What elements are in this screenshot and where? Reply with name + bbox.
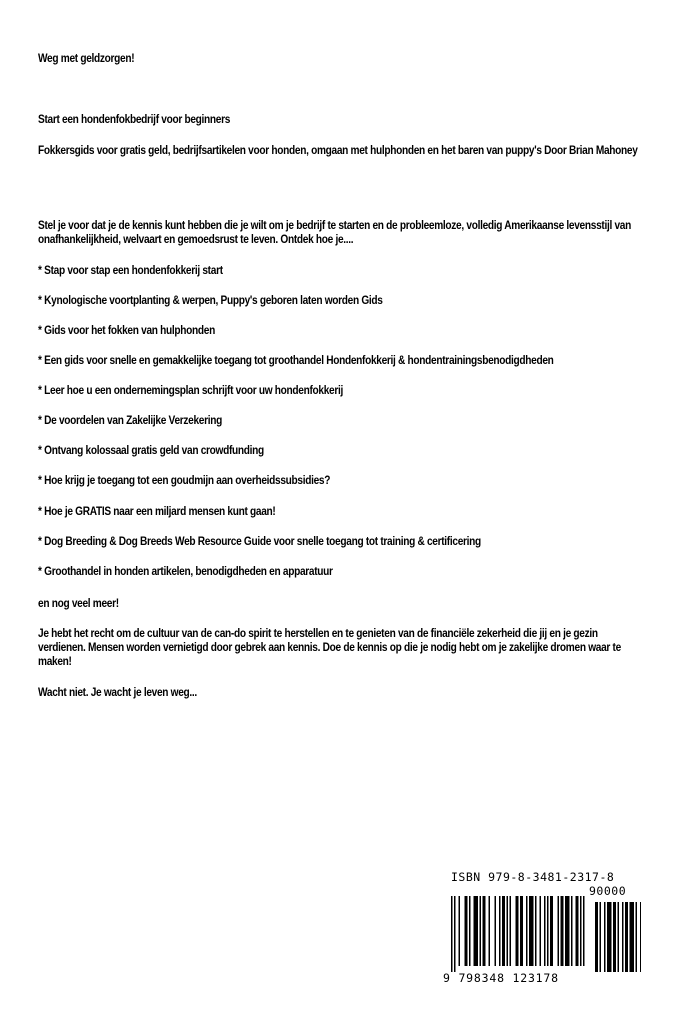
bullet-item: * Ontvang kolossaal gratis geld van crowdfunding <box>38 445 264 457</box>
bullet-item: * Leer hoe u een ondernemingsplan schrijft voor uw hondenfokkerij <box>38 385 344 397</box>
price-addon: 90000 <box>589 884 627 898</box>
isbn-barcode <box>441 870 641 988</box>
closing-paragraph: Je hebt het recht om de cultuur van de can-do spirit te herstellen en te genieten van de financiële zekerheid die jij en je gezin verdienen. Mensen worden vernietigd door gebrek aan kennis. Doe de kennis op die je nodig hebt om je zakelijke dromen waar te maken! <box>38 628 621 668</box>
barcode-bars <box>451 896 641 972</box>
bullet-item: * Stap voor stap een hondenfokkerij start <box>38 265 223 277</box>
bullet-item: * Kynologische voortplanting & werpen, Puppy's geboren laten worden Gids <box>38 295 383 307</box>
isbn-label: ISBN 979-8-3481-2317-8 <box>451 870 615 884</box>
bullet-item: * Dog Breeding & Dog Breeds Web Resource Guide voor snelle toegang tot training & certificering <box>38 536 481 548</box>
bullet-item: * De voordelen van Zakelijke Verzekering <box>38 415 222 427</box>
book-title: Start een hondenfokbedrijf voor beginners <box>38 114 231 126</box>
barcode-digits: 9 798348 123178 <box>443 971 559 985</box>
headline: Weg met geldzorgen! <box>38 53 135 65</box>
bullet-item: * Een gids voor snelle en gemakkelijke toegang tot groothandel Hondenfokkerij & hondentrainingsbenodigdheden <box>38 355 554 367</box>
closing-line: en nog veel meer! <box>38 598 119 610</box>
bullet-item: * Groothandel in honden artikelen, benodigdheden en apparatuur <box>38 566 333 578</box>
bullet-item: * Hoe krijg je toegang tot een goudmijn aan overheidssubsidies? <box>38 475 331 487</box>
book-subtitle: Fokkersgids voor gratis geld, bedrijfsartikelen voor honden, omgaan met hulphonden en het baren van puppy's Door Brian Mahoney <box>38 145 638 157</box>
bullet-item: * Hoe je GRATIS naar een miljard mensen kunt gaan! <box>38 506 276 518</box>
final-line: Wacht niet. Je wacht je leven weg... <box>38 687 197 699</box>
intro-paragraph: Stel je voor dat je de kennis kunt hebben die je wilt om je bedrijf te starten en de probleemloze, volledig Amerikaanse levensstijl van onafhankelijkheid, welvaart en gemoedsrust te leven. Ontdek hoe je.... <box>38 220 631 246</box>
bullet-item: * Gids voor het fokken van hulphonden <box>38 325 215 337</box>
